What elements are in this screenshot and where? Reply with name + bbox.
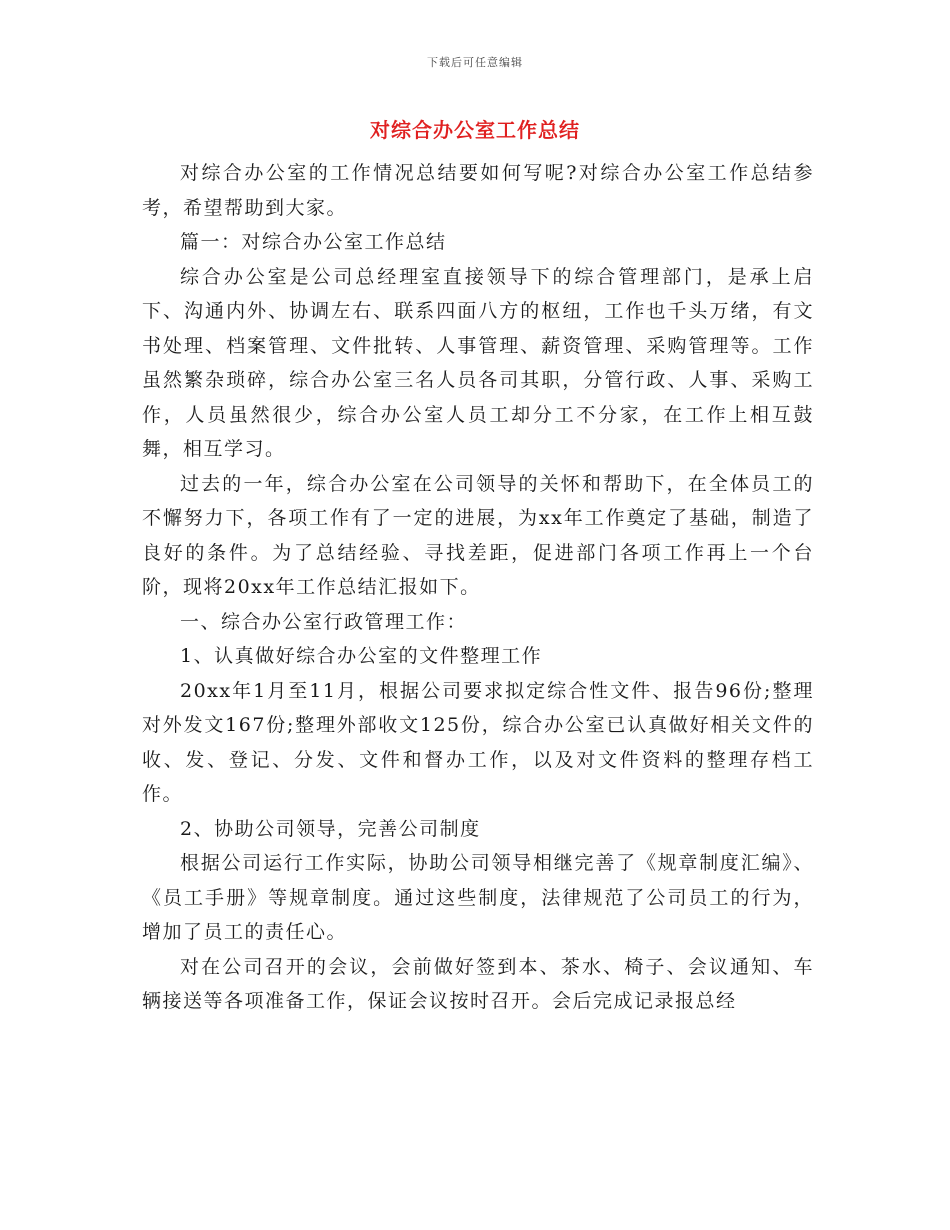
document-body — [142, 156, 814, 1019]
paragraph-section-heading: 篇一：对综合办公室工作总结 — [180, 231, 447, 253]
paragraph-office-overview: 综合办公室是公司总经理室直接领导下的综合管理部门，是承上启下、沟通内外、协调左右、联系四面八方的枢纽，工作也千头万绪，有文书处理、档案管理、文件批转、人事管理、薪资管理、采购管理等。工作虽然繁杂琐碎，综合办公室三名人员各司其职，分管行政、人事、采购工作，人员虽然很少，综合办公室人员工却分工不分家，在工作上相互鼓舞，相互学习。 — [142, 265, 814, 460]
document-title: 对综合办公室工作总结 — [370, 118, 580, 142]
paragraph-documents-detail: 20xx年1月至11月，根据公司要求拟定综合性文件、报告96份;整理对外发文167份;整理外部收文125份，综合办公室已认真做好相关文件的收、发、登记、分发、文件和督办工作，以及对文件资料的整理存档工作。 — [142, 679, 814, 805]
paragraph-meetings: 对在公司召开的会议，会前做好签到本、茶水、椅子、会议通知、车辆接送等各项准备工作，保证会议按时召开。会后完成记录报总经 — [142, 955, 814, 1012]
header-note: 下载后可任意编辑 — [427, 56, 523, 69]
paragraph-policy-detail: 根据公司运行工作实际，协助公司领导相继完善了《规章制度汇编》、《员工手册》等规章制度。通过这些制度，法律规范了公司员工的行为，增加了员工的责任心。 — [142, 852, 814, 943]
paragraph-heading-admin: 一、综合办公室行政管理工作： — [180, 610, 468, 633]
paragraph-year-review: 过去的一年，综合办公室在公司领导的关怀和帮助下，在全体员工的不懈努力下，各项工作有了一定的进展，为xx年工作奠定了基础，制造了良好的条件。为了总结经验、寻找差距，促进部门各项工作再上一个台阶，现将20xx年工作总结汇报如下。 — [142, 472, 814, 598]
paragraph-heading-documents: 1、认真做好综合办公室的文件整理工作 — [180, 645, 543, 667]
paragraph-intro: 对综合办公室的工作情况总结要如何写呢?对综合办公室工作总结参考，希望帮助到大家。 — [142, 162, 814, 219]
paragraph-heading-policy: 2、协助公司领导，完善公司制度 — [180, 817, 481, 840]
